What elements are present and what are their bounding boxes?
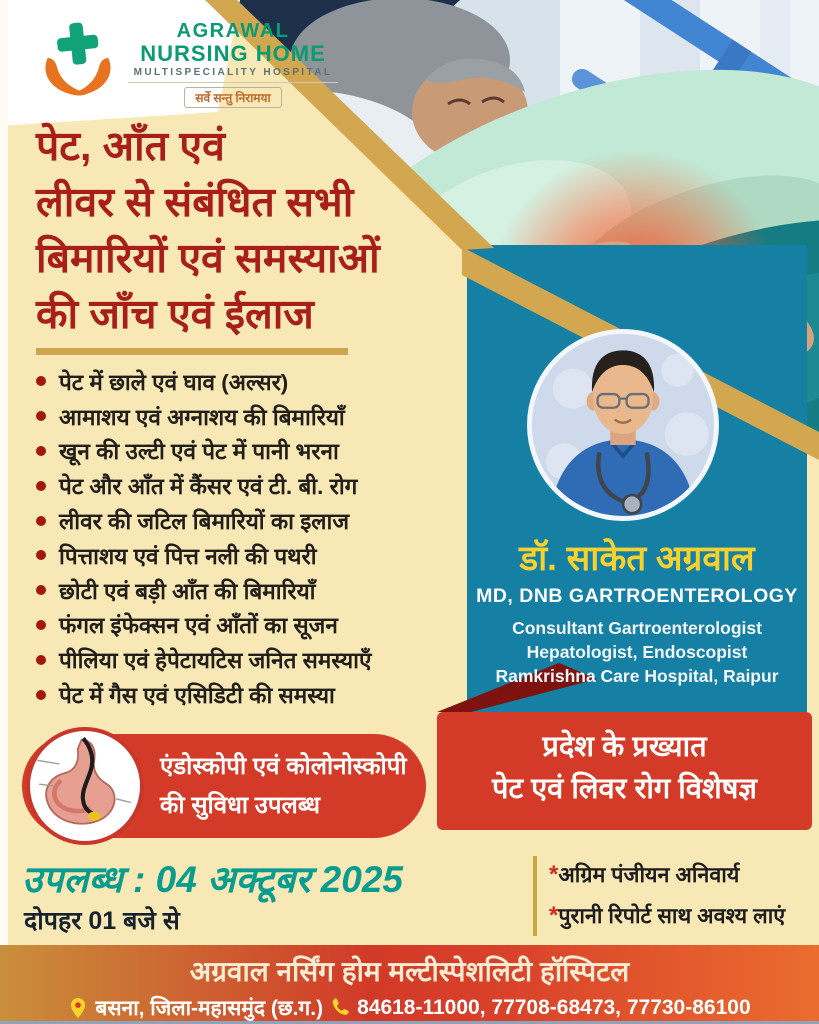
- list-item: छोटी एवं बड़ी आँत की बिमारियाँ: [36, 573, 466, 608]
- logo-name-line1: AGRAWAL: [176, 20, 290, 42]
- doctor-role: Ramkrishna Care Hospital, Raipur: [495, 666, 779, 686]
- left-margin: [0, 0, 8, 947]
- specialist-banner-line: प्रदेश के प्रख्यात: [542, 731, 707, 763]
- list-item: पेट और आँत में कैंसर एवं टी. बी. रोग: [36, 468, 466, 503]
- bullet-dot-icon: [36, 550, 46, 560]
- logo-tagline: सर्वे सन्तु निरामया: [184, 87, 281, 108]
- availability-time: दोपहर 01 बजे से: [24, 907, 180, 935]
- list-item: पित्ताशय एवं पित्त नली की पथरी: [36, 538, 466, 573]
- doctor-roles: [467, 616, 807, 688]
- bullet-dot-icon: [36, 376, 46, 386]
- logo-cross-hands-icon: [38, 16, 118, 100]
- doctor-name: डॉ. साकेत अग्रवाल: [519, 539, 755, 578]
- note-item: *अग्रिम पंजीयन अनिवार्य: [549, 861, 740, 888]
- bullet-dot-icon: [36, 620, 46, 630]
- conditions-list: [36, 364, 466, 712]
- bullet-dot-icon: [36, 411, 46, 421]
- list-item: लीवर की जटिल बिमारियों का इलाज: [36, 503, 466, 538]
- main-headline: [36, 118, 456, 342]
- note-item: *पुरानी रिपोर्ट साथ अवश्य लाएं: [549, 902, 786, 929]
- list-item: पीलिया एवं हेपेटायटिस जनित समस्याएँ: [36, 642, 466, 677]
- availability-date: उपलब्ध : 04 अक्टूबर 2025: [22, 859, 403, 900]
- notes: [549, 856, 785, 938]
- bullet-dot-icon: [36, 585, 46, 595]
- doctor-role: Consultant Gartroenterologist: [512, 618, 762, 638]
- headline-divider: [36, 348, 348, 355]
- logo-subtitle: MULTISPECIALITY HOSPITAL: [128, 66, 338, 83]
- bullet-dot-icon: [36, 516, 46, 526]
- doctor-photo: [527, 329, 719, 521]
- specialist-banner-line: पेट एवं लिवर रोग विशेषज्ञ: [491, 773, 758, 805]
- list-item: पेट में गैस एवं एसिडिटी की समस्या: [36, 677, 466, 712]
- footer-address: बसना, जिला-महासमुंद (छ.ग.): [95, 997, 324, 1020]
- doctor-qualification: MD, DNB GARTROENTEROLOGY: [476, 585, 798, 607]
- asterisk: *: [549, 902, 559, 929]
- logo-name-line2: NURSING HOME: [140, 41, 326, 66]
- headline-line: लीवर से संबंधित सभी: [36, 179, 354, 225]
- list-item: आमाशय एवं अग्नाशय की बिमारियाँ: [36, 399, 466, 434]
- headline-line: बिमारियों एवं समस्याओं: [36, 235, 380, 281]
- phone-icon: [330, 997, 350, 1019]
- doctor-role: Hepatologist, Endoscopist: [526, 642, 748, 662]
- list-item: फंगल इंफेक्सन एवं आँतों का सूजन: [36, 608, 466, 643]
- location-pin-icon: [68, 997, 88, 1019]
- endoscopy-banner-text: एंडोस्कोपी एवं कोलोनोस्कोपी की सुविधा उपलब्ध: [160, 753, 407, 819]
- bullet-dot-icon: [36, 690, 46, 700]
- list-item: खून की उल्टी एवं पेट में पानी भरना: [36, 434, 466, 469]
- bullet-dot-icon: [36, 446, 46, 456]
- footer-hospital-name: अग्रवाल नर्सिंग होम मल्टीस्पेशलिटी हॉस्पिटल: [189, 956, 630, 987]
- bullet-dot-icon: [36, 655, 46, 665]
- hospital-logo: [38, 12, 338, 122]
- specialist-banner: [437, 712, 812, 830]
- headline-line: की जाँच एवं ईलाज: [36, 291, 314, 337]
- notes-divider: [533, 856, 537, 936]
- headline-line: पेट, आँत एवं: [36, 123, 225, 169]
- list-item: पेट में छाले एवं घाव (अल्सर): [36, 364, 466, 399]
- bullet-dot-icon: [36, 481, 46, 491]
- asterisk: *: [549, 861, 559, 888]
- stomach-endoscopy-icon: [26, 727, 144, 845]
- footer-phones: 84618-11000, 77708-68473, 77730-86100: [357, 996, 751, 1019]
- footer-bar: [0, 945, 819, 1021]
